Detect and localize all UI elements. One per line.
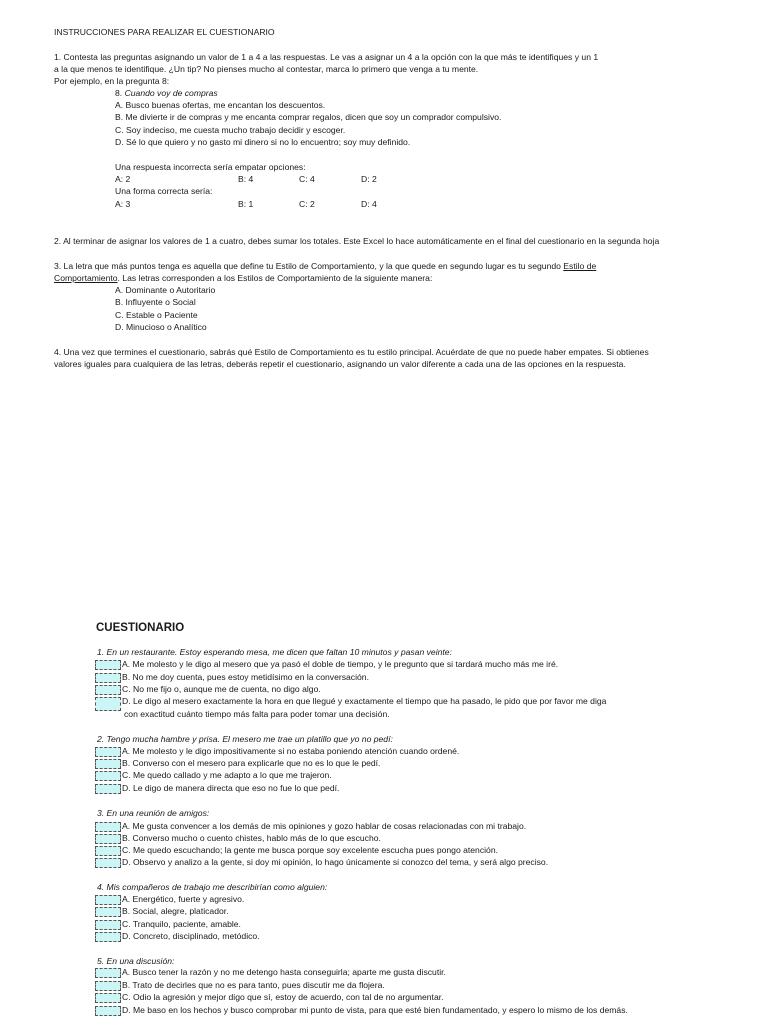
option-text: C. Tranquilo, paciente, amable. [122,919,241,929]
incorrect-value: D: 2 [361,174,377,184]
option-text: C. Me quedo escuchando; la gente me busca porque soy excelente escucha pues pongo atención. [122,845,498,855]
option-text: C. Me quedo callado y me adapto a lo que me trajeron. [122,770,332,780]
example-option: A. Busco buenas ofertas, me encantan los descuentos. [115,100,326,110]
example-option: C. Soy indeciso, me cuesta mucho trabajo decidir y escoger. [115,125,346,135]
option-text: D. Le digo de manera directa que eso no fue lo que pedí. [122,783,340,793]
step3-text: . Las letras corresponden a los Estilos de Comportamiento de la siguiente manera: [117,273,433,283]
example-question-text: Cuando voy de compras [124,88,218,98]
instructions-title: INSTRUCCIONES PARA REALIZAR EL CUESTIONARIO [54,27,275,37]
answer-input[interactable] [95,660,121,670]
option-text: D. Concreto, disciplinado, metódico. [122,931,260,941]
option-text: A. Busco tener la razón y no me detengo hasta conseguirla; aparte me gusta discutir. [122,967,446,977]
question-text: 5. En una discusión: [97,956,175,966]
step2: 2. Al terminar de asignar los valores de 1 a cuatro, debes sumar los totales. Este Excel lo hace automáticamente en el final del cuestionario en la segunda hoja [54,236,660,246]
question-text: 1. En un restaurante. Estoy esperando mesa, me dicen que faltan 10 minutos y pasan veinte: [97,647,452,657]
option-continuation: con exactitud cuánto tiempo más falta para poder tomar una decisión. [124,709,390,719]
incorrect-label: Una respuesta incorrecta sería empatar opciones: [115,162,306,172]
example-question-num: 8. [115,88,123,98]
option-text: A. Me gusta convencer a los demás de mis opiniones y gozo hablar de cosas relacionadas con mi trabajo. [122,821,527,831]
correct-value: C: 2 [299,199,315,209]
answer-input[interactable] [95,846,121,856]
option-text: C. No me fijo o, aunque me de cuenta, no digo algo. [122,684,321,694]
step1-line-2: a la que menos te identifique. ¿Un tip? No pienses mucho al contestar, marca lo primero que venga a tu mente. [54,64,479,74]
style-item: C. Estable o Paciente [115,310,198,320]
step1-line-1: 1. Contesta las preguntas asignando un valor de 1 a 4 a las respuestas. Le vas a asignar un 4 a la opción con la que más te identifiques y un 1 [54,52,599,62]
answer-input[interactable] [95,673,121,683]
correct-value: B: 1 [238,199,254,209]
example-option: B. Me divierte ir de compras y me encanta comprar regalos, dicen que soy un comprador compulsivo. [115,112,502,122]
step3-link[interactable]: Estilo de [563,261,597,271]
answer-input[interactable] [95,858,121,868]
step3-line-1 [54,261,596,272]
step1-line-3: Por ejemplo, en la pregunta 8: [54,76,170,86]
option-text: B. No me doy cuenta, pues estoy metidísimo en la conversación. [122,672,369,682]
correct-value: D: 4 [361,199,377,209]
option-text: B. Social, alegre, platicador. [122,906,229,916]
answer-input[interactable] [95,834,121,844]
option-text: D. Observo y analizo a la gente, si doy mi opinión, lo hago únicamente si conozco del tema, y será algo preciso. [122,857,549,867]
answer-input[interactable] [95,932,121,942]
option-text: B. Trato de decirles que no es para tanto, pues discutir me da flojera. [122,980,385,990]
option-text: B. Converso mucho o cuento chistes, hablo más de lo que escucho. [122,833,381,843]
question-text: 2. Tengo mucha hambre y prisa. El mesero me trae un platillo que yo no pedí: [97,734,393,744]
step3-line-2 [54,273,432,284]
answer-input[interactable] [95,784,121,794]
step3-text: 3. La letra que más puntos tenga es aquella que define tu Estilo de Comportamiento, y la que quede en segundo lugar es tu segundo [54,261,561,271]
correct-value: A: 3 [115,199,131,209]
option-text: B. Converso con el mesero para explicarle que no es lo que le pedí. [122,758,381,768]
option-text: A. Me molesto y le digo impositivamente si no estaba poniendo atención cuando ordené. [122,746,460,756]
answer-input[interactable] [95,895,121,905]
option-text: D. Le digo al mesero exactamente la hora en que llegué y exactamente el tiempo que ha pasado, le pido que por favor me diga [122,696,607,706]
example-question [115,88,218,99]
incorrect-value: C: 4 [299,174,315,184]
option-text: A. Me molesto y le digo al mesero que ya pasó el doble de tiempo, y le pregunto que si tardará mucho más me iré. [122,659,559,669]
answer-input[interactable] [95,822,121,832]
example-option: D. Sé lo que quiero y no gasto mi dinero si no lo encuentro; soy muy definido. [115,137,411,147]
option-text: C. Odio la agresión y mejor digo que sí, estoy de acuerdo, con tal de no argumentar. [122,992,444,1002]
answer-input[interactable] [95,907,121,917]
option-text: D. Me baso en los hechos y busco comprobar mi punto de vista, para que esté bien fundamentado, y espero lo mismo de los demás. [122,1005,628,1015]
step4-line-2: valores iguales para cualquiera de las letras, deberás repetir el cuestionario, asignando un valor diferente a cada una de las opciones en la respuesta. [54,359,626,369]
answer-input[interactable] [95,697,121,711]
questionnaire-title: CUESTIONARIO [96,622,185,634]
step4-line-1: 4. Una vez que termines el cuestionario, sabrás qué Estilo de Comportamiento es tu estilo principal. Acuérdate de que no puede haber empates. Si obtienes [54,347,649,357]
answer-input[interactable] [95,1006,121,1016]
answer-input[interactable] [95,747,121,757]
correct-label: Una forma correcta sería: [115,186,213,196]
answer-input[interactable] [95,968,121,978]
answer-input[interactable] [95,920,121,930]
option-text: A. Energético, fuerte y agresivo. [122,894,245,904]
style-item: A. Dominante o Autoritario [115,285,216,295]
step3-link[interactable]: Comportamiento [54,273,118,283]
style-item: B. Influyente o Social [115,297,196,307]
style-item: D. Minucioso o Analítico [115,322,207,332]
answer-input[interactable] [95,685,121,695]
question-text: 4. Mis compañeros de trabajo me describirían como alguien: [97,882,328,892]
incorrect-value: B: 4 [238,174,254,184]
incorrect-value: A: 2 [115,174,131,184]
answer-input[interactable] [95,993,121,1003]
answer-input[interactable] [95,771,121,781]
answer-input[interactable] [95,759,121,769]
answer-input[interactable] [95,981,121,991]
question-text: 3. En una reunión de amigos: [97,808,210,818]
